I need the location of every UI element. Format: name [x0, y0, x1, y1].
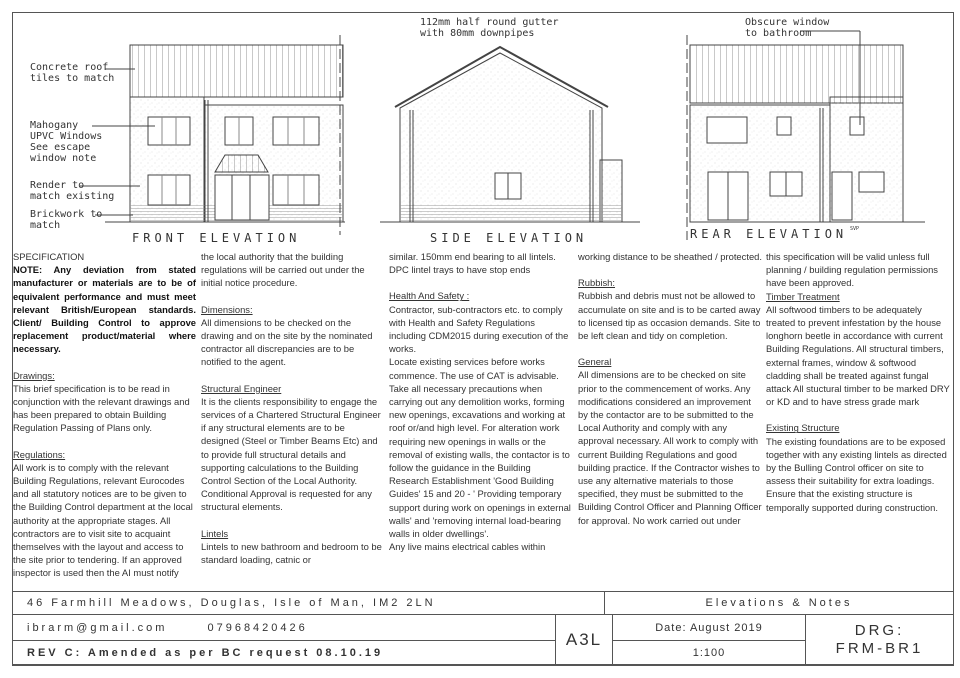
- col4-continued: working distance to be sheathed / protected.: [578, 251, 762, 262]
- front-elevation-title: FRONT ELEVATION: [132, 231, 301, 245]
- label-render-2: match existing: [30, 191, 115, 202]
- label-brick-1: Brickwork to: [30, 209, 103, 220]
- label-obscure-1: Obscure window: [745, 17, 830, 28]
- timber-text: All softwood timbers to be adequately treated to prevent infestation by the house longhorn beetle in accordance with current Building Regulations. All structural timbers, external frames, window & softwood cladding shall be treated against fungal attack All stuctural timber to be marked DRY or KD and to have stress grade mark: [766, 303, 950, 408]
- existing-heading: Existing Structure: [766, 422, 840, 434]
- structural-heading: Structural Engineer: [201, 382, 282, 394]
- rubbish-heading: Rubbish:: [578, 277, 616, 289]
- col3-continued: similar. 150mm end bearing to all lintels. DPC lintel trays to have stop ends: [389, 251, 556, 276]
- lintels-heading: Lintels: [201, 527, 229, 539]
- dimensions-text: All dimensions to be checked on the drawing and on the site by the nominated contractor all discrepancies are to be notified to the agent.: [201, 316, 373, 368]
- spec-title: SPECIFICATION: [13, 251, 85, 262]
- spec-column-5: [766, 250, 950, 514]
- drawing-title: Elevations & Notes: [604, 591, 954, 615]
- rubbish-text: Rubbish and debris must not be allowed to accumulate on site and is to be carted away to licensed tip as occasion demands. Site to be left clean and tidy on completion.: [578, 290, 761, 342]
- side-elevation-title: SIDE ELEVATION: [430, 231, 588, 245]
- label-gutter-1: 112mm half round gutter: [420, 17, 559, 28]
- spec-column-1: [13, 250, 196, 580]
- spec-column-2: [201, 250, 385, 566]
- drawings-heading: Drawings:: [13, 369, 55, 381]
- drawing-number-cell: [805, 614, 954, 666]
- drg-number: FRM-BR1: [835, 640, 924, 657]
- label-roof-1: Concrete roof: [30, 62, 109, 73]
- health-safety-heading: Health And Safety :: [389, 290, 470, 302]
- lintels-text: Lintels to new bathroom and bedroom to be standard loading, catnic or: [201, 540, 382, 566]
- side-elevation: [380, 47, 640, 222]
- regulations-heading: Regulations:: [13, 448, 66, 460]
- revision-note: REV C: Amended as per BC request 08.10.19: [12, 640, 556, 666]
- elevations-drawing: [0, 0, 960, 250]
- health-safety-text-2: Locate existing services before works commence. The use of CAT is advisable. Take all necessary precautions when carrying out any demolition works, forming new openings, excavations and working at roof or/and high level. For alteration work requiring new openings in walls or the removal of existing walls, the contactor is to follow the guidance in the Building Research Establishment 'Good Building Guides' 15 and 20 - ' Providing temporary support during work on openings in external walls' and 'removing internal load-bearing walls in older dwellings'.: [389, 356, 571, 540]
- email: ibrarm@gmail.com: [27, 621, 168, 634]
- spec-note: NOTE: Any deviation from stated manufacturer or materials are to be of equivalent performance and must meet relevant British/European standards. Client/ Building Control to approve replacement product/material where necessary.: [13, 264, 196, 355]
- timber-heading: Timber Treatment: [766, 290, 840, 302]
- regulations-text: All work is to comply with the relevant Building Regulations, relevant Eurocodes and all statutory notices are to be given to the Building Control department at the local authority at the appropriate stages. All contractors are to visit site to acquaint themselves with the layout and access to the site prior to tendering. If an approved inspector is used then the AI must notify: [13, 461, 193, 579]
- general-heading: General: [578, 356, 612, 368]
- contact-cell: [12, 614, 556, 641]
- label-brick-2: match: [30, 220, 61, 231]
- svp-label: SVP: [850, 226, 860, 232]
- rear-elevation: [687, 31, 925, 240]
- label-roof-2: tiles to match: [30, 73, 115, 84]
- general-text: All dimensions are to be checked on site prior to the commencement of works. Any modifications considered an improvement by the contactor are to be submitted to the Local Authority and comply with any approval necessary. All work to comply with current Building Regulations and good building practice. If the Contractor wishes to use any alternative materials to those specified, they must be submitted to the Building Control Officer and Planning Officer for approval. No work carried out under: [578, 369, 762, 526]
- scale: 1:100: [612, 640, 806, 666]
- label-windows-4: window note: [30, 153, 97, 164]
- structural-text: It is the clients responsibility to engage the services of a Chartered Structural Engineer if any structural elements are to be designed (Steel or Timber Beams Etc) and to provide full structural details and supporting calculations to the Building Control Section of the Local Authority. Conditional Approval is requested for any structural elements.: [201, 395, 381, 513]
- label-windows-1: Mahogany: [30, 120, 79, 131]
- label-windows-3: See escape: [30, 142, 91, 153]
- col2-continued: the local authority that the building regulations will be carried out under the initial notice procedure.: [201, 251, 365, 289]
- existing-text: The existing foundations are to be exposed together with any existing lintels as directed by the Bulling Control officer on site to assess their suitability for extra loadings. Ensure that the existing structure is temporally supported during construction.: [766, 435, 947, 513]
- rear-elevation-title: REAR ELEVATION: [690, 227, 848, 241]
- health-safety-text-1: Contractor, sub-contractors etc. to comply with Health and Safety Regulations including CDM2015 during execution of the works.: [389, 303, 569, 355]
- drawings-text: This brief specification is to be read in conjunction with the relevant drawings and has been prepared to obtain Building Regulation Passing of Plans only.: [13, 382, 190, 434]
- phone: 07968420426: [207, 621, 308, 634]
- sheet-size: A3L: [555, 614, 613, 666]
- front-elevation: [80, 35, 345, 235]
- col5-continued: this specification will be valid unless full planning / building regulation permissions have been approved.: [766, 251, 938, 289]
- dimensions-heading: Dimensions:: [201, 303, 253, 315]
- label-gutter-2: with 80mm downpipes: [420, 28, 535, 39]
- date: Date: August 2019: [612, 614, 806, 641]
- spec-column-4: [578, 250, 762, 527]
- health-safety-text-3: Any live mains electrical cables within: [389, 541, 546, 553]
- label-render-1: Render to: [30, 180, 85, 191]
- drg-label: DRG:: [854, 622, 905, 639]
- address: 46 Farmhill Meadows, Douglas, Isle of Man, IM2 2LN: [12, 591, 605, 615]
- label-windows-2: UPVC Windows: [30, 131, 103, 142]
- label-obscure-2: to bathroom: [745, 28, 812, 39]
- spec-column-3: [389, 250, 573, 553]
